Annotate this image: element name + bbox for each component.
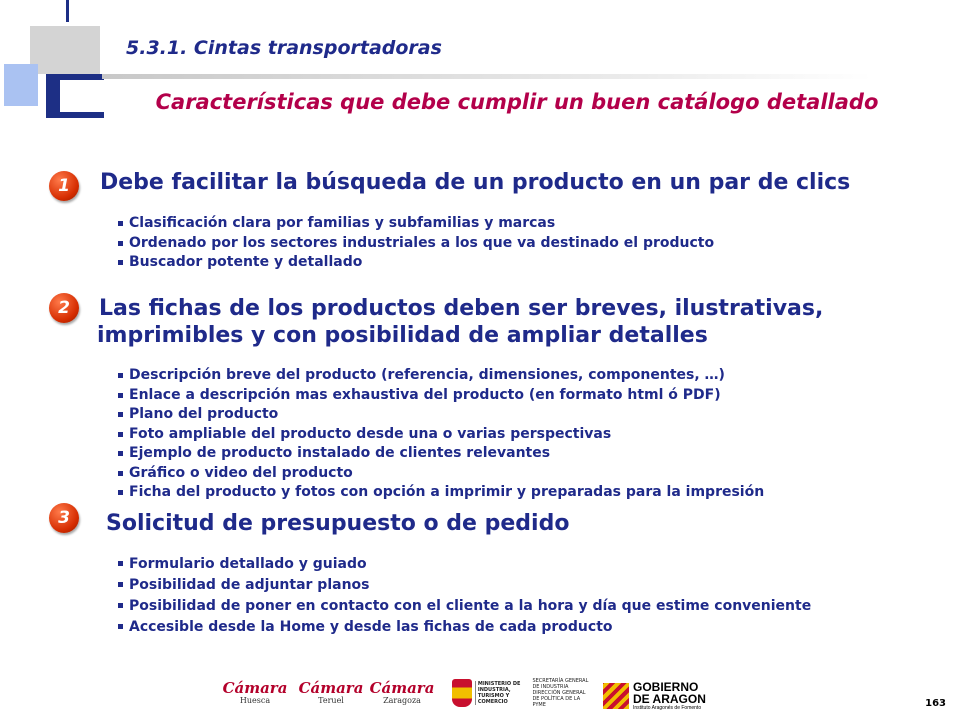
logo-camara-name: Cámara: [369, 679, 435, 697]
page-title: Características que debe cumplir un buen catálogo detallado: [155, 90, 879, 114]
point-1-list: [118, 214, 714, 273]
list-item: Foto ampliable del producto desde una o varias perspectivas: [118, 425, 764, 445]
gobierno-sub: Instituto Aragonés de Fomento: [633, 704, 702, 711]
gobierno-line1: GOBIERNO: [633, 679, 699, 694]
logo-camara-city: Teruel: [318, 696, 344, 705]
spain-shield-icon: [452, 679, 472, 707]
logo-gobierno-aragon: [603, 676, 713, 716]
list-item: Buscador potente y detallado: [118, 253, 714, 273]
point-2-heading-line1: Las fichas de los productos deben ser breves, ilustrativas,: [99, 296, 824, 321]
list-item: Posibilidad de adjuntar planos: [118, 575, 859, 596]
point-3-list: [118, 554, 859, 638]
list-item: Ordenado por los sectores industriales a los que va destinado el producto: [118, 234, 714, 254]
list-item: Gráfico o video del producto: [118, 464, 764, 484]
logo-ministerio: [452, 678, 592, 708]
logo-camara-city: Huesca: [239, 696, 271, 705]
list-item: Ejemplo de producto instalado de clientes relevantes: [118, 444, 764, 464]
logo-camara-teruel: [298, 680, 364, 705]
list-item: Ficha del producto y fotos con opción a imprimir y preparadas para la impresión: [118, 483, 764, 503]
section-code: 5.3.1. Cintas transportadoras: [126, 37, 442, 59]
ministry-text: MINISTERIO DE INDUSTRIA, TURISMO Y COMERCIO: [475, 681, 530, 705]
logo-camara-name: Cámara: [298, 679, 364, 697]
list-item: Clasificación clara por familias y subfamilias y marcas: [118, 214, 714, 234]
decor-vertical-line: [66, 0, 69, 22]
logo-camara-zaragoza: [369, 680, 435, 705]
decor-square-light: [4, 64, 38, 106]
list-item: Posibilidad de poner en contacto con el cliente a la hora y día que estime conveniente: [118, 596, 859, 617]
badge-2: 2: [49, 293, 79, 323]
gobierno-line2: DE ARAGON: [633, 691, 706, 706]
logo-camara-huesca: [222, 680, 288, 705]
logo-camara-city: Zaragoza: [383, 696, 421, 705]
point-2-heading-line2: imprimibles y con posibilidad de ampliar detalles: [97, 323, 708, 348]
list-item: Accesible desde la Home y desde las fichas de cada producto: [118, 617, 859, 638]
list-item: Descripción breve del producto (referencia, dimensiones, componentes, …): [118, 366, 764, 386]
secretaria-text: SECRETARÍA GENERAL DE INDUSTRIA DIRECCIÓN GENERAL DE POLÍTICA DE LA PYME: [532, 678, 589, 708]
badge-1: 1: [49, 171, 79, 201]
logo-camara-name: Cámara: [222, 679, 288, 697]
decor-square-gray: [30, 26, 100, 74]
list-item: Formulario detallado y guiado: [118, 554, 859, 575]
list-item: Enlace a descripción mas exhaustiva del producto (en formato html ó PDF): [118, 386, 764, 406]
list-item: Plano del producto: [118, 405, 764, 425]
point-1-heading: Debe facilitar la búsqueda de un producto en un par de clics: [100, 170, 851, 195]
header-rule: [102, 74, 872, 79]
point-3-heading: Solicitud de presupuesto o de pedido: [106, 511, 570, 536]
badge-3: 3: [49, 503, 79, 533]
point-2-list: [118, 366, 764, 503]
decor-square-white: [60, 80, 104, 112]
aragon-flag-icon: [603, 683, 629, 709]
page-number: 163: [925, 698, 946, 709]
